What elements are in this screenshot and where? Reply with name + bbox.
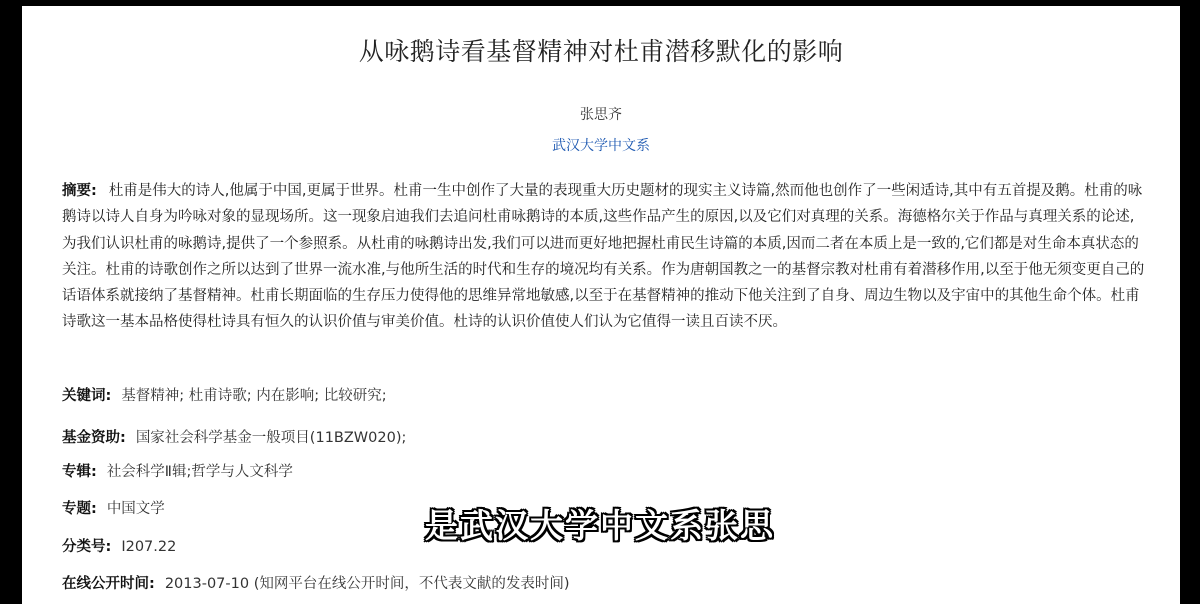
keywords-row: [62, 384, 1147, 405]
keywords-label: 关键词:: [62, 388, 112, 404]
online-date-label: 在线公开时间:: [62, 576, 155, 592]
fund-value[interactable]: 国家社会科学基金一般项目(11BZW020);: [135, 430, 407, 446]
online-date-row: [62, 572, 1147, 593]
class-value: I207.22: [121, 539, 177, 555]
series-value: 社会科学Ⅱ辑;哲学与人文科学: [106, 464, 293, 480]
abstract-label: 摘要:: [62, 183, 97, 199]
abstract-section: [62, 178, 1147, 336]
topic-label: 专题:: [62, 501, 97, 517]
author-affiliation[interactable]: 武汉大学中文系: [552, 138, 650, 154]
series-label: 专辑:: [62, 464, 97, 480]
class-label: 分类号:: [62, 539, 112, 555]
video-subtitle: 是武汉大学中文系张思: [425, 506, 775, 545]
series-row: [62, 460, 1147, 481]
fund-row: [62, 426, 1147, 447]
keywords-value[interactable]: 基督精神; 杜甫诗歌; 内在影响; 比较研究;: [121, 388, 387, 404]
topic-value: 中国文学: [106, 501, 165, 517]
abstract-text: 杜甫是伟大的诗人,他属于中国,更属于世界。杜甫一生中创作了大量的表现重大历史题材的现实主义诗篇,然而他也创作了一些闲适诗,其中有五首提及鹅。杜甫的咏鹅诗以诗人自身为吟咏对象的显现场所。这一现象启迪我们去追问杜甫咏鹅诗的本质,这些作品产生的原因,以及它们对真理的关系。海德格尔关于作品与真理关系的论述,为我们认识杜甫的咏鹅诗,提供了一个参照系。从杜甫的咏鹅诗出发,我们可以进而更好地把握杜甫民生诗篇的本质,因而二者在本质上是一致的,它们都是对生命本真状态的关注。杜甫的诗歌创作之所以达到了世界一流水准,与他所生活的时代和生存的境况均有关系。作为唐朝国教之一的基督宗教对杜甫有着潜移作用,以至于他无须变更自己的话语体系就接纳了基督精神。杜甫长期面临的生存压力使得他的思维异常地敏感,以至于在基督精神的推动下他关注到了自身、周边生物以及宇宙中的其他生命个体。杜甫诗歌这一基本品格使得杜诗具有恒久的认识价值与审美价值。杜诗的认识价值使人们认为它值得一读且百读不厌。: [62, 183, 1145, 331]
fund-label: 基金资助:: [62, 430, 126, 446]
article-title: 从咏鹅诗看基督精神对杜甫潜移默化的影响: [358, 37, 844, 66]
online-date-value: 2013-07-10 (知网平台在线公开时间，不代表文献的发表时间): [164, 576, 570, 592]
author-name[interactable]: 张思齐: [580, 107, 622, 123]
